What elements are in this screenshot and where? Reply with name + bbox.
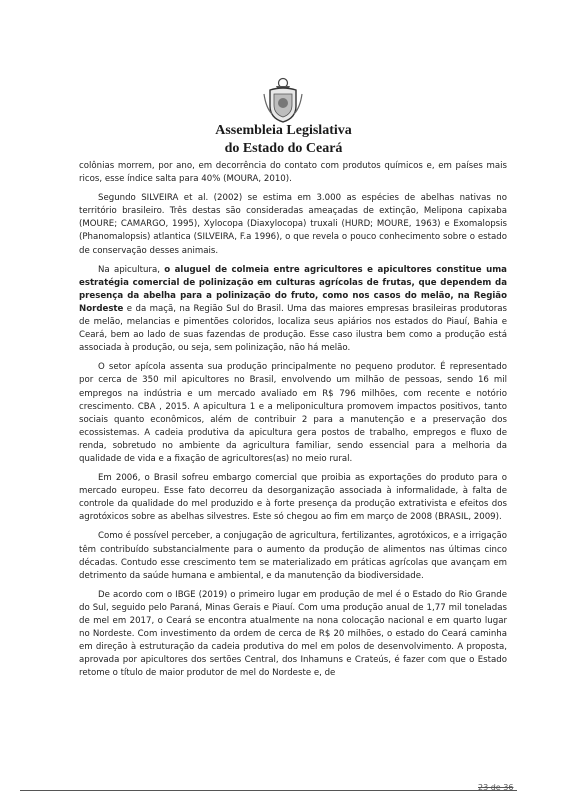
paragraph — [79, 361, 507, 466]
paragraph — [79, 264, 507, 356]
text-segment: O setor apícola assenta sua produção principalmente no pequeno produtor. É representado por cerca de 350 mil apicultores no Brasil, envolvendo um milhão de pessoas, sendo 16 mil empregos na indústria e um mercado avaliado em R$ 796 milhões, com recente e notório crescimento. CBA , 2015. A apicultura 1 e a meliponicultura promovem impactos positivos, tanto sociais quanto econômicos, além de contribuir 2 para a manutenção e a preservação dos ecossistemas. A cadeia produtiva da apicultura gera postos de trabalho, empregos e fluxo de renda, sobretudo no ambiente da agricultura familiar, sendo essencial para a melhoria da qualidade de vida e a fixação de agricultores(as) no meio rural. — [79, 362, 507, 464]
text-segment: De acordo com o IBGE (2019) o primeiro lugar em produção de mel é o Estado do Rio Grande do Sul, seguido pelo Paraná, Minas Gerais e Piauí. Com uma produção anual de 1,77 mil toneladas de mel em 2017, o Ceará se encontra atualmente na nona colocação nacional e em quarto lugar no Nordeste. Com investimento da ordem de cerca de R$ 20 milhões, o estado do Ceará caminha em direção à estruturação da cadeia produtiva do mel em polos de desenvolvimento. A proposta, aprovada por apicultores dos sertões Central, dos Inhamuns e Crateús, é fazer com que o Estado retome o título de maior produtor de mel do Nordeste e, de — [79, 589, 507, 679]
text-segment: Segundo SILVEIRA et al. (2002) se estima em 3.000 as espécies de abelhas nativas no território brasileiro. Três destas são consideradas ameaçadas de extinção, Melipona capixaba (MOURE; CAMARGO, 1995), Xylocopa (Diaxylocopa) truxali (HURD; MOURE, 1963) e Exomalopsis (Phanomalopsis) atlantica (SILVEIRA, F.a 1996), o que revela o pouco conhecimento sobre o estado de conservação desses animais. — [79, 193, 507, 256]
bold-text-segment: o aluguel de colmeia entre agricultores e apicultores constitue uma estratégia comercial de polinização em culturas agrícolas de frutas, que dependem da presença da abelha para a polinização do fruto, como nos casos do melão, na Região Nordeste — [79, 264, 507, 314]
paragraph — [79, 530, 507, 582]
letterhead-title-line2: do Estado do Ceará — [224, 141, 343, 156]
coat-of-arms-icon — [258, 74, 308, 124]
footer-divider — [20, 790, 517, 791]
paragraph — [79, 589, 507, 681]
paragraph — [79, 160, 507, 186]
document-body — [79, 160, 507, 686]
letterhead — [0, 122, 567, 157]
page-number: 23 de 36 — [478, 783, 514, 792]
text-segment: e da maçã, na Região Sul do Brasil. Uma das maiores empresas brasileiras produtoras de melão, melancias e pimentões coloridos, localiza seus apiários nos estados do Piauí, Bahia e Ceará, bem ao lado de suas fazendas de produção. Esse caso ilustra bem como a produção está associada à produção, ou seja, sem polinização, não há melão. — [79, 303, 507, 354]
text-segment: Na apicultura, — [98, 264, 165, 275]
paragraph — [79, 192, 507, 257]
paragraph — [79, 472, 507, 524]
text-segment: Como é possível perceber, a conjugação de agricultura, fertilizantes, agrotóxicos, e a irrigação têm contribuído substancialmente para o aumento da produção de alimentos nas últimas cinco décadas. Contudo esse crescimento tem se materializado em práticas agrícolas que avançam em detrimento da saúde humana e ambiental, e da manutenção da biodiversidade. — [79, 531, 507, 581]
letterhead-title-line1: Assembleia Legislativa — [215, 123, 352, 138]
text-segment: colônias morrem, por ano, em decorrência do contato com produtos químicos e, em países mais ricos, esse índice salta para 40% (MOURA, 2010). — [79, 161, 507, 185]
text-segment: Em 2006, o Brasil sofreu embargo comercial que proibia as exportações do produto para o mercado europeu. Esse fato decorreu da desorganização associada à informalidade, à falta de controle da qualidade do mel produzido e à forte presença da produção extrativista e efeitos dos agrotóxicos sobre as abelhas silvestres. Este só chegou ao fim em março de 2008 (BRASIL, 2009). — [79, 473, 507, 523]
